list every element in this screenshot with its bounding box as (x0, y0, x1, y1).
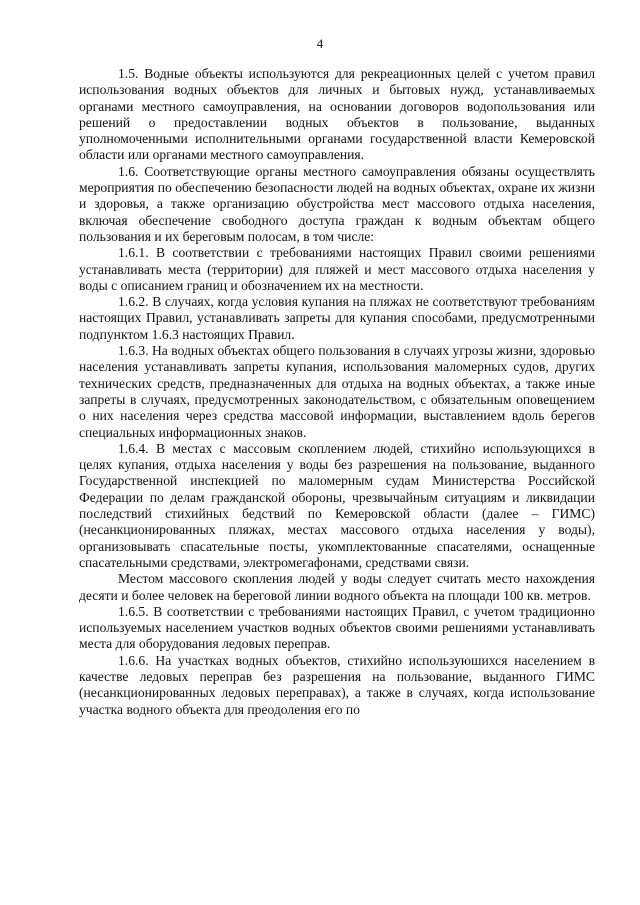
paragraph-1-6-5: 1.6.5. В соответствии с требованиями настоящих Правил, с учетом традиционно используемых населением участков водных объектов своими решениями устанавливать места для оборудования ледовых переправ. (79, 603, 595, 652)
paragraph-1-6-3: 1.6.3. На водных объектах общего пользования в случаях угрозы жизни, здоровью населения устанавливать запреты купания, использования маломерных судов, других технических средств, предназначенных для отдыха на водных объектах, а также иные запреты в случаях, предусмотренных законодательством, с обязательным оповещением о них населения через средства массовой информации, выставлением вдоль берегов специальных информационных знаков. (79, 343, 595, 440)
paragraph-mass-gathering-definition: Местом массового скопления людей у воды следует считать место нахождения десяти и более человек на береговой линии водного объекта на площади 100 кв. метров. (79, 571, 595, 603)
paragraph-1-5: 1.5. Водные объекты используются для рекреационных целей с учетом правил использования водных объектов для личных и бытовых нужд, устанавливаемых органами местного самоуправления, на основании договоров водопользования или решений о предоставлении водных объектов в пользование, выданных уполномоченными исполнительными органами государственной власти Кемеровской области или органами местного самоуправления. (79, 66, 595, 163)
paragraph-1-6-1: 1.6.1. В соответствии с требованиями настоящих Правил своими решениями устанавливать места (территории) для пляжей и мест массового отдыха населения у воды с описанием границ и обозначением их на местности. (79, 245, 595, 293)
paragraph-1-6: 1.6. Соответствующие органы местного самоуправления обязаны осуществлять мероприятия по обеспечению безопасности людей на водных объектах, охране их жизни и здоровья, а также организацию обустройства мест массового отдыха населения, включая обеспечение свободного доступа граждан к водным объектам общего пользования и их береговым полосам, в том числе: (79, 163, 595, 244)
paragraph-1-6-6: 1.6.6. На участках водных объектов, стихийно используюшихся населением в качестве ледовых переправ без разрешения на пользование, выданного ГИМС (несанкционированных ледовых переправах), а также в случаях, когда использование участка водного объекта для преодоления его по (79, 652, 595, 717)
page-number: 4 (316, 36, 324, 51)
paragraph-1-6-2: 1.6.2. В случаях, когда условия купания на пляжах не соответствуют требованиям настоящих Правил, устанавливать запреты для купания способами, предусмотренными подпунктом 1.6.3 настоящих Правил. (79, 294, 595, 342)
document-body (79, 66, 595, 718)
paragraph-1-6-4: 1.6.4. В местах с массовым скоплением людей, стихийно использующихся в целях купания, отдыха населения у воды без разрешения на пользование, выданного Государственной инспекцией по маломерным судам Министерства Российской Федерации по делам гражданской обороны, чрезвычайным ситуациям и ликвидации последствий стихийных бедствий по Кемеровской области (далее – ГИМС) (несанкционированных пляжах, местах массового отдыха населения у воды), организовывать спасательные посты, укомплектованные спасателями, оснащенные спасательными средствами, электромегафонами, средствами связи. (79, 440, 595, 570)
